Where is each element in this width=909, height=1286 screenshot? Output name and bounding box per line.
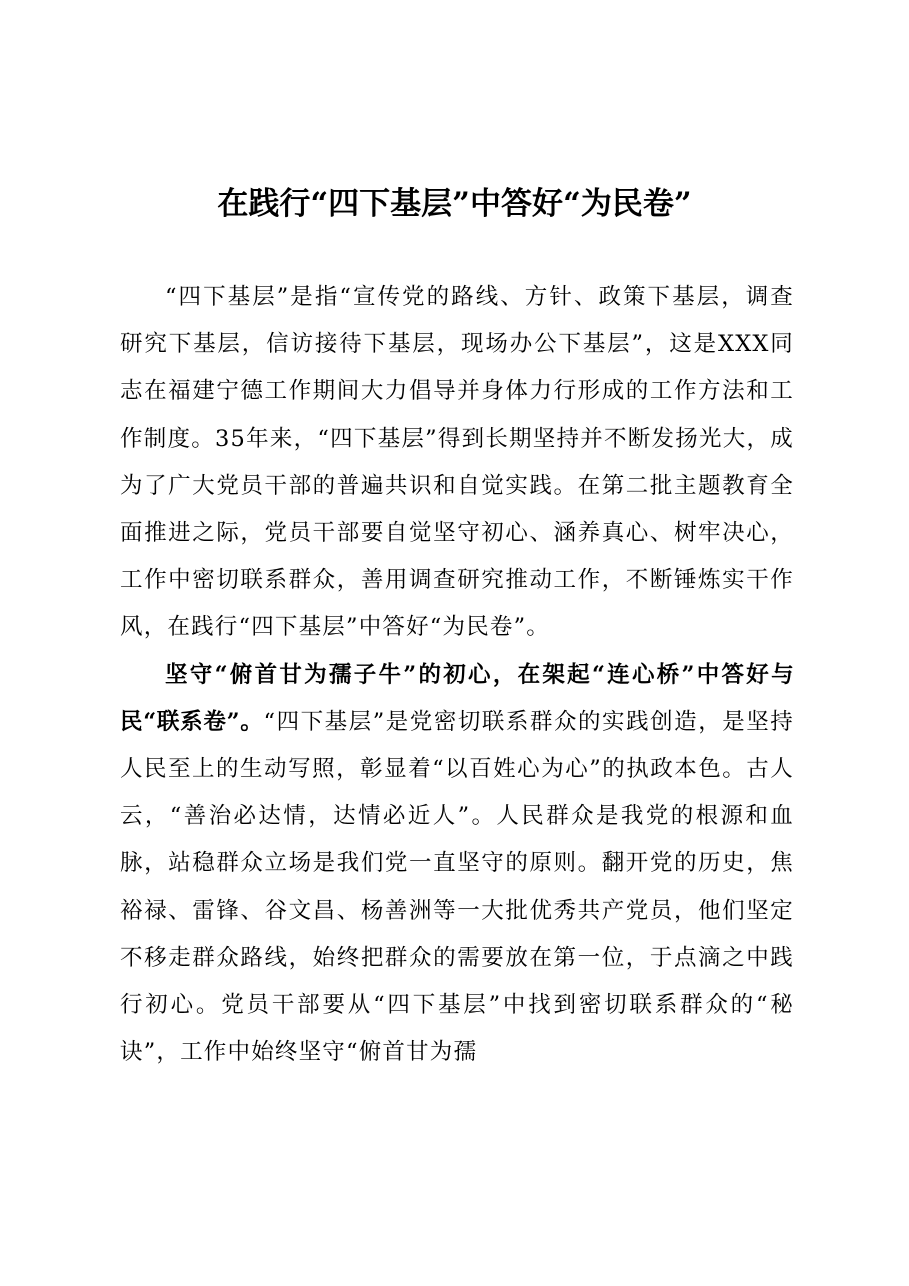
paragraph-text: “四下基层”是党密切联系群众的实践创造，是坚持人民至上的生动写照，彰显着“以百姓心为心”的执政本色。古人云，“善治必达情，达情必近人”。人民群众是我党的根源和血脉，站稳群众立场是我们党一直坚守的原则。翻开党的历史，焦裕禄、雷锋、谷文昌、杨善洲等一大批优秀共产党员，他们坚定不移走群众路线，始终把群众的需要放在第一位，于点滴之中践行初心。党员干部要从“四下基层”中找到密切联系群众的“秘诀”，工作中始终坚守“俯首甘为孺 (120, 708, 794, 1066)
paragraph-text: “四下基层”是指“宣传党的路线、方针、政策下基层，调查研究下基层，信访接待下基层，现场办公下基层”，这是XXX同志在福建宁德工作期间大力倡导并身体力行形成的工作方法和工作制度。35年来，“四下基层”得到长期坚持并不断发扬光大，成为了广大党员干部的普遍共识和自觉实践。在第二批主题教育全面推进之际，党员干部要自觉坚守初心、涵养真心、树牢决心，工作中密切联系群众，善用调查研究推动工作，不断锤炼实干作风，在践行“四下基层”中答好“为民卷”。 (120, 284, 794, 641)
document-body (120, 274, 794, 1076)
paragraph-section-1 (120, 652, 794, 1077)
paragraph-lead: 坚守“俯首甘为孺子牛”的初心，在架起“连心桥”中答好与民“联系卷”。 (120, 661, 794, 735)
page-title: 在践行“四下基层”中答好“为民卷” (217, 185, 692, 222)
paragraph-intro (120, 274, 794, 652)
